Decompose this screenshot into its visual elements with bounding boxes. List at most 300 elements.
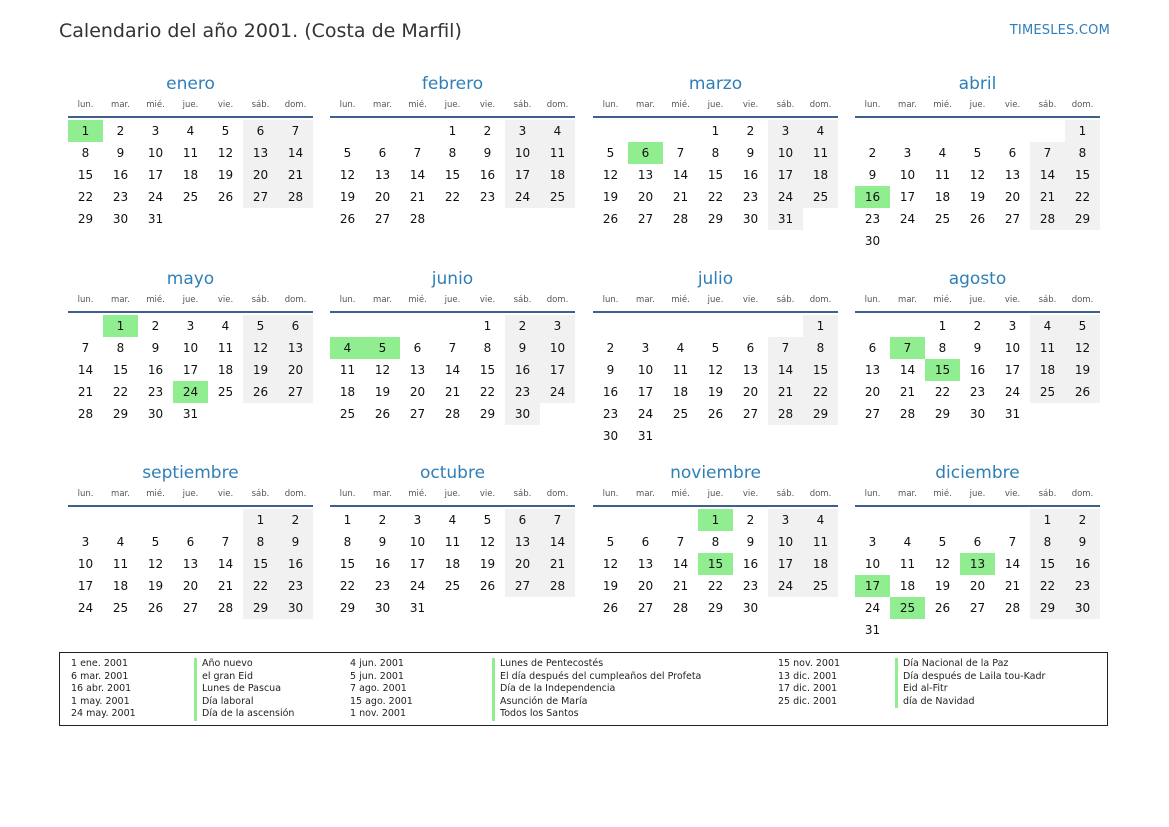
day-cell[interactable]: 3	[540, 315, 575, 337]
day-cell[interactable]: 26	[243, 381, 278, 403]
day-cell[interactable]: 2	[606, 341, 615, 355]
day-cell[interactable]: 2	[1065, 509, 1100, 531]
day-cell[interactable]: 15	[803, 359, 838, 381]
day-cell[interactable]: 16	[742, 557, 759, 571]
day-cell[interactable]: 24	[147, 190, 164, 204]
day-cell[interactable]: 14	[540, 531, 575, 553]
day-cell[interactable]: 10	[768, 142, 803, 164]
day-cell[interactable]: 16	[479, 168, 496, 182]
day-cell[interactable]: 20	[742, 385, 759, 399]
day-cell[interactable]: 11	[217, 341, 234, 355]
day-cell[interactable]: 6	[973, 535, 982, 549]
day-cell[interactable]: 9	[151, 341, 160, 355]
day-cell[interactable]: 19	[479, 557, 496, 571]
day-cell[interactable]: 30	[278, 597, 313, 619]
day-cell[interactable]: 14	[1030, 164, 1065, 186]
day-cell[interactable]: 25	[1030, 381, 1065, 403]
day-cell[interactable]: 9	[378, 535, 387, 549]
day-cell[interactable]: 23	[969, 385, 986, 399]
day-cell[interactable]: 23	[374, 579, 391, 593]
day-cell[interactable]: 31	[409, 601, 426, 615]
day-cell[interactable]: 23	[742, 579, 759, 593]
day-cell[interactable]: 12	[602, 557, 619, 571]
day-cell[interactable]: 8	[803, 337, 838, 359]
day-cell[interactable]: 16	[1065, 553, 1100, 575]
day-cell[interactable]: 10	[505, 142, 540, 164]
day-cell[interactable]: 13	[409, 363, 426, 377]
day-cell[interactable]: 5	[606, 146, 615, 160]
day-cell[interactable]: 16	[278, 553, 313, 575]
day-cell[interactable]: 28	[768, 403, 803, 425]
day-cell[interactable]: 22	[707, 190, 724, 204]
day-cell[interactable]: 26	[602, 601, 619, 615]
day-cell[interactable]: 3	[151, 124, 160, 138]
day-cell[interactable]: 18	[934, 190, 951, 204]
day-cell[interactable]: 26	[934, 601, 951, 615]
day-cell[interactable]: 7	[278, 120, 313, 142]
day-cell[interactable]: 18	[112, 579, 129, 593]
day-cell[interactable]: 23	[505, 381, 540, 403]
day-cell[interactable]: 29	[77, 212, 94, 226]
day-cell[interactable]: 11	[934, 168, 951, 182]
day-cell[interactable]: 11	[803, 142, 838, 164]
day-cell[interactable]: 21	[1004, 579, 1021, 593]
day-cell[interactable]: 20	[864, 385, 881, 399]
day-cell[interactable]: 18	[1030, 359, 1065, 381]
day-cell[interactable]: 9	[116, 146, 125, 160]
day-cell[interactable]: 27	[864, 407, 881, 421]
day-cell[interactable]: 21	[672, 579, 689, 593]
day-cell[interactable]: 30	[864, 234, 881, 248]
day-cell[interactable]: 5	[938, 535, 947, 549]
day-cell[interactable]: 5	[343, 146, 352, 160]
day-cell[interactable]: 29	[707, 601, 724, 615]
day-cell[interactable]: 30	[147, 407, 164, 421]
day-cell[interactable]: 4	[540, 120, 575, 142]
day-cell[interactable]: 29	[339, 601, 356, 615]
day-cell[interactable]: 9	[505, 337, 540, 359]
day-cell[interactable]: 15	[444, 168, 461, 182]
day-cell[interactable]: 10	[899, 168, 916, 182]
day-cell[interactable]: 3	[768, 120, 803, 142]
day-cell[interactable]: 8	[1030, 531, 1065, 553]
holiday-day[interactable]: 1	[68, 120, 103, 142]
day-cell[interactable]: 20	[505, 553, 540, 575]
day-cell[interactable]: 29	[243, 597, 278, 619]
day-cell[interactable]: 17	[768, 164, 803, 186]
day-cell[interactable]: 26	[147, 601, 164, 615]
day-cell[interactable]: 7	[81, 341, 90, 355]
day-cell[interactable]: 21	[672, 190, 689, 204]
day-cell[interactable]: 18	[339, 385, 356, 399]
day-cell[interactable]: 11	[182, 146, 199, 160]
day-cell[interactable]: 12	[602, 168, 619, 182]
day-cell[interactable]: 24	[409, 579, 426, 593]
day-cell[interactable]: 22	[77, 190, 94, 204]
day-cell[interactable]: 27	[637, 601, 654, 615]
day-cell[interactable]: 21	[1030, 186, 1065, 208]
day-cell[interactable]: 5	[711, 341, 720, 355]
day-cell[interactable]: 16	[374, 557, 391, 571]
day-cell[interactable]: 24	[505, 186, 540, 208]
day-cell[interactable]: 2	[868, 146, 877, 160]
day-cell[interactable]: 12	[707, 363, 724, 377]
day-cell[interactable]: 22	[444, 190, 461, 204]
holiday-day[interactable]: 17	[855, 575, 890, 597]
day-cell[interactable]: 21	[77, 385, 94, 399]
day-cell[interactable]: 13	[1004, 168, 1021, 182]
day-cell[interactable]: 8	[116, 341, 125, 355]
day-cell[interactable]: 26	[217, 190, 234, 204]
day-cell[interactable]: 2	[278, 509, 313, 531]
day-cell[interactable]: 19	[217, 168, 234, 182]
day-cell[interactable]: 15	[1065, 164, 1100, 186]
day-cell[interactable]: 4	[116, 535, 125, 549]
day-cell[interactable]: 9	[973, 341, 982, 355]
day-cell[interactable]: 19	[602, 579, 619, 593]
day-cell[interactable]: 2	[505, 315, 540, 337]
day-cell[interactable]: 3	[81, 535, 90, 549]
day-cell[interactable]: 14	[409, 168, 426, 182]
day-cell[interactable]: 17	[182, 363, 199, 377]
day-cell[interactable]: 11	[899, 557, 916, 571]
day-cell[interactable]: 16	[742, 168, 759, 182]
day-cell[interactable]: 28	[1004, 601, 1021, 615]
day-cell[interactable]: 29	[934, 407, 951, 421]
day-cell[interactable]: 27	[1004, 212, 1021, 226]
day-cell[interactable]: 19	[934, 579, 951, 593]
day-cell[interactable]: 19	[374, 385, 391, 399]
day-cell[interactable]: 28	[899, 407, 916, 421]
day-cell[interactable]: 3	[868, 535, 877, 549]
day-cell[interactable]: 25	[217, 385, 234, 399]
day-cell[interactable]: 29	[1065, 208, 1100, 230]
day-cell[interactable]: 19	[339, 190, 356, 204]
day-cell[interactable]: 20	[243, 164, 278, 186]
day-cell[interactable]: 2	[151, 319, 160, 333]
day-cell[interactable]: 12	[243, 337, 278, 359]
day-cell[interactable]: 19	[707, 385, 724, 399]
day-cell[interactable]: 28	[672, 212, 689, 226]
holiday-day[interactable]: 1	[103, 315, 138, 337]
day-cell[interactable]: 5	[606, 535, 615, 549]
day-cell[interactable]: 14	[77, 363, 94, 377]
day-cell[interactable]: 13	[742, 363, 759, 377]
day-cell[interactable]: 25	[803, 186, 838, 208]
day-cell[interactable]: 12	[374, 363, 391, 377]
day-cell[interactable]: 19	[147, 579, 164, 593]
day-cell[interactable]: 13	[637, 557, 654, 571]
day-cell[interactable]: 24	[637, 407, 654, 421]
day-cell[interactable]: 6	[278, 315, 313, 337]
day-cell[interactable]: 16	[112, 168, 129, 182]
day-cell[interactable]: 10	[409, 535, 426, 549]
day-cell[interactable]: 22	[1030, 575, 1065, 597]
day-cell[interactable]: 21	[768, 381, 803, 403]
day-cell[interactable]: 30	[1065, 597, 1100, 619]
day-cell[interactable]: 29	[479, 407, 496, 421]
day-cell[interactable]: 17	[1004, 363, 1021, 377]
day-cell[interactable]: 24	[1004, 385, 1021, 399]
day-cell[interactable]: 1	[1030, 509, 1065, 531]
day-cell[interactable]: 8	[711, 535, 720, 549]
day-cell[interactable]: 18	[803, 164, 838, 186]
day-cell[interactable]: 3	[641, 341, 650, 355]
day-cell[interactable]: 16	[602, 385, 619, 399]
day-cell[interactable]: 1	[938, 319, 947, 333]
day-cell[interactable]: 17	[77, 579, 94, 593]
day-cell[interactable]: 23	[479, 190, 496, 204]
day-cell[interactable]: 31	[637, 429, 654, 443]
holiday-day[interactable]: 15	[925, 359, 960, 381]
day-cell[interactable]: 23	[278, 575, 313, 597]
day-cell[interactable]: 5	[221, 124, 230, 138]
day-cell[interactable]: 30	[374, 601, 391, 615]
day-cell[interactable]: 1	[243, 509, 278, 531]
day-cell[interactable]: 14	[1004, 557, 1021, 571]
day-cell[interactable]: 13	[182, 557, 199, 571]
day-cell[interactable]: 9	[483, 146, 492, 160]
day-cell[interactable]: 15	[77, 168, 94, 182]
day-cell[interactable]: 25	[339, 407, 356, 421]
day-cell[interactable]: 6	[505, 509, 540, 531]
day-cell[interactable]: 21	[899, 385, 916, 399]
day-cell[interactable]: 23	[112, 190, 129, 204]
day-cell[interactable]: 16	[969, 363, 986, 377]
day-cell[interactable]: 14	[278, 142, 313, 164]
day-cell[interactable]: 25	[803, 575, 838, 597]
day-cell[interactable]: 15	[479, 363, 496, 377]
day-cell[interactable]: 17	[768, 553, 803, 575]
day-cell[interactable]: 12	[969, 168, 986, 182]
day-cell[interactable]: 9	[746, 146, 755, 160]
day-cell[interactable]: 26	[339, 212, 356, 226]
day-cell[interactable]: 5	[151, 535, 160, 549]
day-cell[interactable]: 20	[409, 385, 426, 399]
day-cell[interactable]: 3	[768, 509, 803, 531]
day-cell[interactable]: 25	[182, 190, 199, 204]
day-cell[interactable]: 22	[803, 381, 838, 403]
day-cell[interactable]: 1	[711, 124, 720, 138]
day-cell[interactable]: 11	[540, 142, 575, 164]
day-cell[interactable]: 22	[479, 385, 496, 399]
day-cell[interactable]: 9	[868, 168, 877, 182]
day-cell[interactable]: 25	[112, 601, 129, 615]
day-cell[interactable]: 28	[409, 212, 426, 226]
day-cell[interactable]: 5	[1065, 315, 1100, 337]
day-cell[interactable]: 26	[374, 407, 391, 421]
day-cell[interactable]: 10	[864, 557, 881, 571]
day-cell[interactable]: 17	[540, 359, 575, 381]
day-cell[interactable]: 21	[278, 164, 313, 186]
holiday-day[interactable]: 24	[173, 381, 208, 403]
day-cell[interactable]: 3	[413, 513, 422, 527]
holiday-day[interactable]: 5	[365, 337, 400, 359]
day-cell[interactable]: 29	[112, 407, 129, 421]
day-cell[interactable]: 25	[672, 407, 689, 421]
day-cell[interactable]: 18	[540, 164, 575, 186]
day-cell[interactable]: 19	[602, 190, 619, 204]
day-cell[interactable]: 18	[444, 557, 461, 571]
day-cell[interactable]: 28	[672, 601, 689, 615]
day-cell[interactable]: 28	[278, 186, 313, 208]
day-cell[interactable]: 14	[444, 363, 461, 377]
day-cell[interactable]: 6	[868, 341, 877, 355]
day-cell[interactable]: 26	[707, 407, 724, 421]
day-cell[interactable]: 3	[505, 120, 540, 142]
day-cell[interactable]: 9	[1065, 531, 1100, 553]
day-cell[interactable]: 27	[742, 407, 759, 421]
day-cell[interactable]: 3	[903, 146, 912, 160]
day-cell[interactable]: 24	[77, 601, 94, 615]
holiday-day[interactable]: 7	[890, 337, 925, 359]
day-cell[interactable]: 30	[112, 212, 129, 226]
day-cell[interactable]: 11	[112, 557, 129, 571]
day-cell[interactable]: 29	[1030, 597, 1065, 619]
day-cell[interactable]: 6	[243, 120, 278, 142]
day-cell[interactable]: 4	[803, 120, 838, 142]
day-cell[interactable]: 1	[803, 315, 838, 337]
day-cell[interactable]: 8	[938, 341, 947, 355]
day-cell[interactable]: 24	[899, 212, 916, 226]
day-cell[interactable]: 24	[864, 601, 881, 615]
day-cell[interactable]: 1	[1065, 120, 1100, 142]
day-cell[interactable]: 28	[1030, 208, 1065, 230]
day-cell[interactable]: 4	[1030, 315, 1065, 337]
day-cell[interactable]: 13	[374, 168, 391, 182]
day-cell[interactable]: 8	[483, 341, 492, 355]
day-cell[interactable]: 18	[899, 579, 916, 593]
day-cell[interactable]: 8	[1065, 142, 1100, 164]
day-cell[interactable]: 7	[413, 146, 422, 160]
day-cell[interactable]: 20	[182, 579, 199, 593]
day-cell[interactable]: 31	[147, 212, 164, 226]
day-cell[interactable]: 20	[637, 190, 654, 204]
day-cell[interactable]: 21	[409, 190, 426, 204]
day-cell[interactable]: 21	[540, 553, 575, 575]
day-cell[interactable]: 27	[409, 407, 426, 421]
day-cell[interactable]: 5	[483, 513, 492, 527]
day-cell[interactable]: 9	[606, 363, 615, 377]
day-cell[interactable]: 4	[903, 535, 912, 549]
day-cell[interactable]: 23	[602, 407, 619, 421]
holiday-day[interactable]: 6	[628, 142, 663, 164]
day-cell[interactable]: 12	[147, 557, 164, 571]
day-cell[interactable]: 12	[217, 146, 234, 160]
day-cell[interactable]: 7	[540, 509, 575, 531]
day-cell[interactable]: 22	[707, 579, 724, 593]
day-cell[interactable]: 31	[1004, 407, 1021, 421]
day-cell[interactable]: 4	[803, 509, 838, 531]
day-cell[interactable]: 25	[540, 186, 575, 208]
day-cell[interactable]: 1	[483, 319, 492, 333]
day-cell[interactable]: 2	[973, 319, 982, 333]
day-cell[interactable]: 10	[637, 363, 654, 377]
holiday-day[interactable]: 15	[698, 553, 733, 575]
day-cell[interactable]: 6	[641, 535, 650, 549]
day-cell[interactable]: 2	[746, 513, 755, 527]
day-cell[interactable]: 17	[637, 385, 654, 399]
day-cell[interactable]: 15	[339, 557, 356, 571]
day-cell[interactable]: 28	[217, 601, 234, 615]
day-cell[interactable]: 9	[746, 535, 755, 549]
day-cell[interactable]: 23	[864, 212, 881, 226]
day-cell[interactable]: 29	[707, 212, 724, 226]
day-cell[interactable]: 19	[969, 190, 986, 204]
day-cell[interactable]: 20	[969, 579, 986, 593]
day-cell[interactable]: 12	[479, 535, 496, 549]
day-cell[interactable]: 11	[803, 531, 838, 553]
holiday-day[interactable]: 25	[890, 597, 925, 619]
day-cell[interactable]: 2	[483, 124, 492, 138]
day-cell[interactable]: 14	[899, 363, 916, 377]
day-cell[interactable]: 31	[864, 623, 881, 637]
day-cell[interactable]: 30	[602, 429, 619, 443]
day-cell[interactable]: 6	[1008, 146, 1017, 160]
day-cell[interactable]: 6	[746, 341, 755, 355]
day-cell[interactable]: 19	[1065, 359, 1100, 381]
day-cell[interactable]: 11	[339, 363, 356, 377]
day-cell[interactable]: 31	[182, 407, 199, 421]
day-cell[interactable]: 28	[77, 407, 94, 421]
day-cell[interactable]: 17	[147, 168, 164, 182]
day-cell[interactable]: 20	[637, 579, 654, 593]
day-cell[interactable]: 3	[1008, 319, 1017, 333]
day-cell[interactable]: 6	[378, 146, 387, 160]
day-cell[interactable]: 17	[505, 164, 540, 186]
day-cell[interactable]: 7	[1030, 142, 1065, 164]
day-cell[interactable]: 22	[112, 385, 129, 399]
day-cell[interactable]: 23	[1065, 575, 1100, 597]
day-cell[interactable]: 28	[444, 407, 461, 421]
day-cell[interactable]: 13	[278, 337, 313, 359]
day-cell[interactable]: 10	[540, 337, 575, 359]
day-cell[interactable]: 5	[973, 146, 982, 160]
day-cell[interactable]: 30	[505, 403, 540, 425]
day-cell[interactable]: 7	[768, 337, 803, 359]
day-cell[interactable]: 22	[934, 385, 951, 399]
day-cell[interactable]: 27	[243, 186, 278, 208]
day-cell[interactable]: 1	[448, 124, 457, 138]
day-cell[interactable]: 18	[672, 385, 689, 399]
day-cell[interactable]: 16	[505, 359, 540, 381]
day-cell[interactable]: 26	[969, 212, 986, 226]
day-cell[interactable]: 12	[1065, 337, 1100, 359]
day-cell[interactable]: 30	[742, 601, 759, 615]
day-cell[interactable]: 8	[81, 146, 90, 160]
day-cell[interactable]: 27	[969, 601, 986, 615]
day-cell[interactable]: 22	[339, 579, 356, 593]
day-cell[interactable]: 7	[676, 535, 685, 549]
holiday-day[interactable]: 13	[960, 553, 995, 575]
holiday-day[interactable]: 1	[698, 509, 733, 531]
day-cell[interactable]: 22	[243, 575, 278, 597]
day-cell[interactable]: 18	[182, 168, 199, 182]
day-cell[interactable]: 20	[1004, 190, 1021, 204]
day-cell[interactable]: 6	[413, 341, 422, 355]
day-cell[interactable]: 24	[768, 186, 803, 208]
day-cell[interactable]: 4	[186, 124, 195, 138]
day-cell[interactable]: 17	[899, 190, 916, 204]
day-cell[interactable]: 6	[186, 535, 195, 549]
day-cell[interactable]: 8	[243, 531, 278, 553]
day-cell[interactable]: 13	[864, 363, 881, 377]
day-cell[interactable]: 10	[77, 557, 94, 571]
day-cell[interactable]: 10	[768, 531, 803, 553]
day-cell[interactable]: 5	[243, 315, 278, 337]
day-cell[interactable]: 17	[409, 557, 426, 571]
site-link[interactable]: TIMESLES.COM	[1009, 23, 1110, 38]
